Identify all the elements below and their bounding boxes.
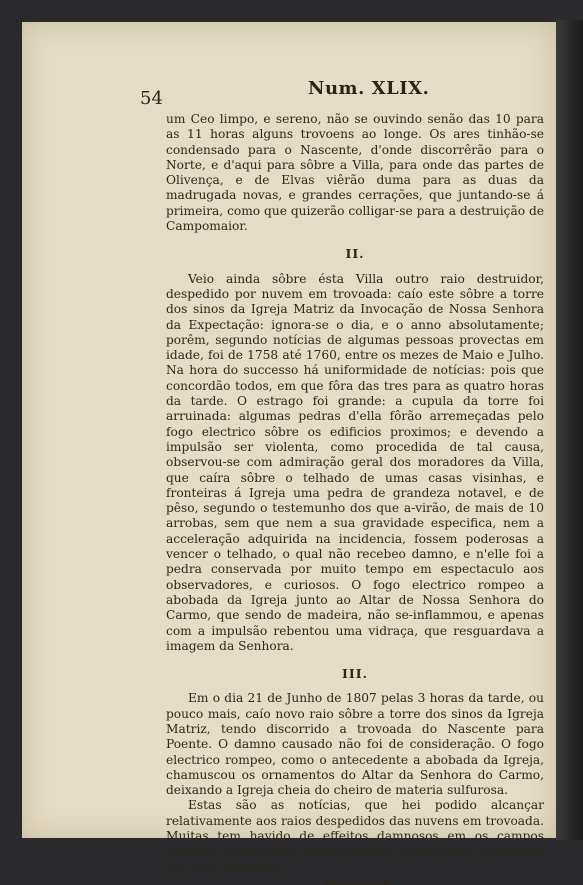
page-body xyxy=(166,112,544,885)
paragraph-closing: Estas são as notícias, que hei podido alcançar relativamente aos raios despedidos das nuvens em trovoada. Muitas tem havido de effeitos damnosos em os campos visinhos a ésta Villa; porêm passão, e com ellas a memoria dos seus estragos. xyxy=(166,798,544,874)
section-title-2: II. xyxy=(345,246,365,262)
page-edge xyxy=(556,20,583,840)
running-head: Num. XLIX. xyxy=(308,78,430,99)
page-number: 54 xyxy=(140,88,163,109)
paragraph-section-3: Em o dia 21 de Junho de 1807 pelas 3 horas da tarde, ou pouco mais, caío novo raio sôbre a torre dos sinos da Igreja Matriz, tendo discorrido a trovoada do Nascente para Poente. O damno causado não foi de consideração. O fogo electrico rompeo, como o antecedente a abobada da Igreja, chamuscou os ornamentos do Altar da Senhora do Carmo, deixando a Igreja cheia do cheiro de materia sulfurosa. xyxy=(166,691,544,798)
paragraph-section-2: Veio ainda sôbre ésta Villa outro raio destruidor, despedido por nuvem em trovoada: caío este sôbre a torre dos sinos da Igreja Matriz da Invocação de Nossa Senhora da Expectação: ignora-se o dia, e o anno absolutamente; porêm, segundo notícias de algumas pessoas provectas em idade, foi de 1758 até 1760, entre os mezes de Maio e Julho. Na hora do successo há uniformidade de notícias: pois que concordão todos, em que fôra das tres para as quatro horas da tarde. O estrago foi grande: a cupula da torre foi arruinada: algumas pedras d'ella fôrão arremeçadas pelo fogo electrico sôbre os edificios proximos; e devendo a impulsão ser violenta, como procedida de tal causa, observou-se com admiração geral dos moradores da Villa, que caíra sôbre o telhado de umas casas visinhas, e fronteiras á Igreja uma pedra de grandeza notavel, e de pêso, segundo o testemunho dos que a-virão, de mais de 10 arrobas, sem que nem a sua gravidade especifica, nem a acceleração adquirida na incidencia, fossem poderosas a vencer o telhado, o qual não recebeo damno, e n'elle foi a pedra conservada por muito tempo em espectaculo aos observadores, e curiosos. O fogo electrico rompeo a abobada da Igreja junto ao Altar de Nossa Senhora do Carmo, que sendo de madeira, não se-inflammou, e apenas com a impulsão rebentou uma vidraça, que resguardava a imagem da Senhora. xyxy=(166,271,544,653)
page-header xyxy=(140,78,540,109)
paragraph-continuation: um Ceo limpo, e sereno, não se ouvindo senão das 10 para as 11 horas alguns trovoens ao longe. Os ares tinhão-se condensado para o Nascente, d'onde discorrêrão para o Norte, e d'aqui para sôbre a Villa, para onde das partes de Olivença, e de Elvas viêrão duma para as duas da madrugada novas, e grandes cerrações, que juntando-se á primeira, como que quizerão colligar-se para a destruição de Campomaior. xyxy=(166,112,544,234)
section-title-3: III. xyxy=(342,666,368,682)
